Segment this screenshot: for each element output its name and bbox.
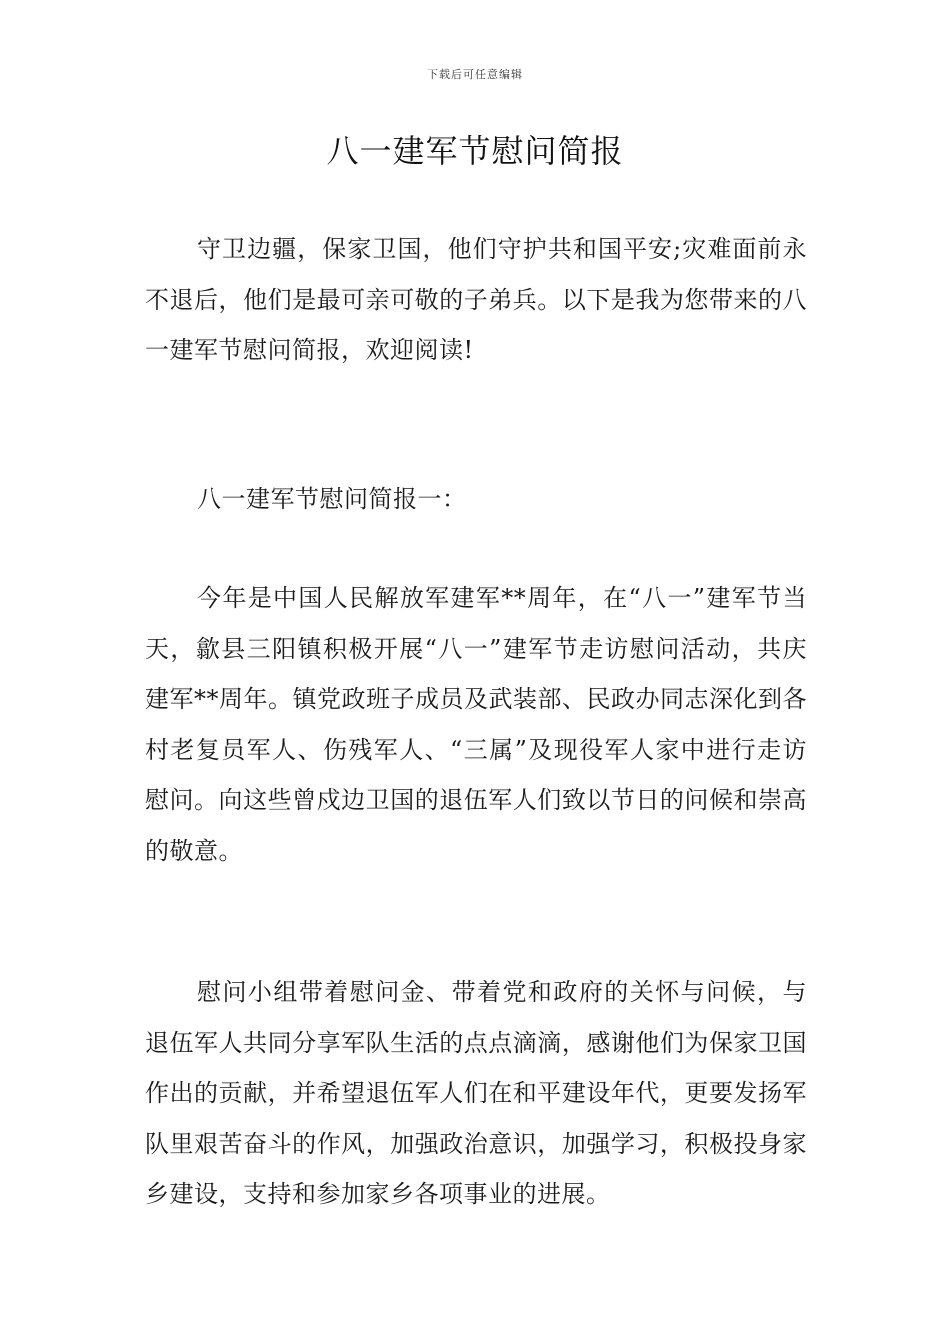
body-paragraph-one: 今年是中国人民解放军建军**周年，在“八一”建军节当天，歙县三阳镇积极开展“八一”建军节走访慰问活动，共庆建军**周年。镇党政班子成员及武装部、民政办同志深化到各村老复员军人、伤残军人、“三属”及现役军人家中进行走访慰问。向这些曾戍边卫国的退伍军人们致以节日的问候和崇高的敬意。 [145, 584, 807, 865]
section-heading: 八一建军节慰问简报一： [197, 485, 467, 513]
page-title: 八一建军节慰问简报 [326, 132, 624, 170]
header-note: 下载后可任意编辑 [427, 68, 523, 81]
body-paragraph-two: 慰问小组带着慰问金、带着党和政府的关怀与问候，与退伍军人共同分享军队生活的点点滴滴，感谢他们为保家卫国作出的贡献，并希望退伍军人们在和平建设年代，更要发扬军队里艰苦奋斗的作风，加强政治意识，加强学习，积极投身家乡建设，支持和参加家乡各项事业的进展。 [145, 978, 807, 1208]
intro-paragraph: 守卫边疆，保家卫国，他们守护共和国平安;灾难面前永不退后，他们是最可亲可敬的子弟兵。以下是我为您带来的八一建军节慰问简报，欢迎阅读! [145, 235, 807, 364]
